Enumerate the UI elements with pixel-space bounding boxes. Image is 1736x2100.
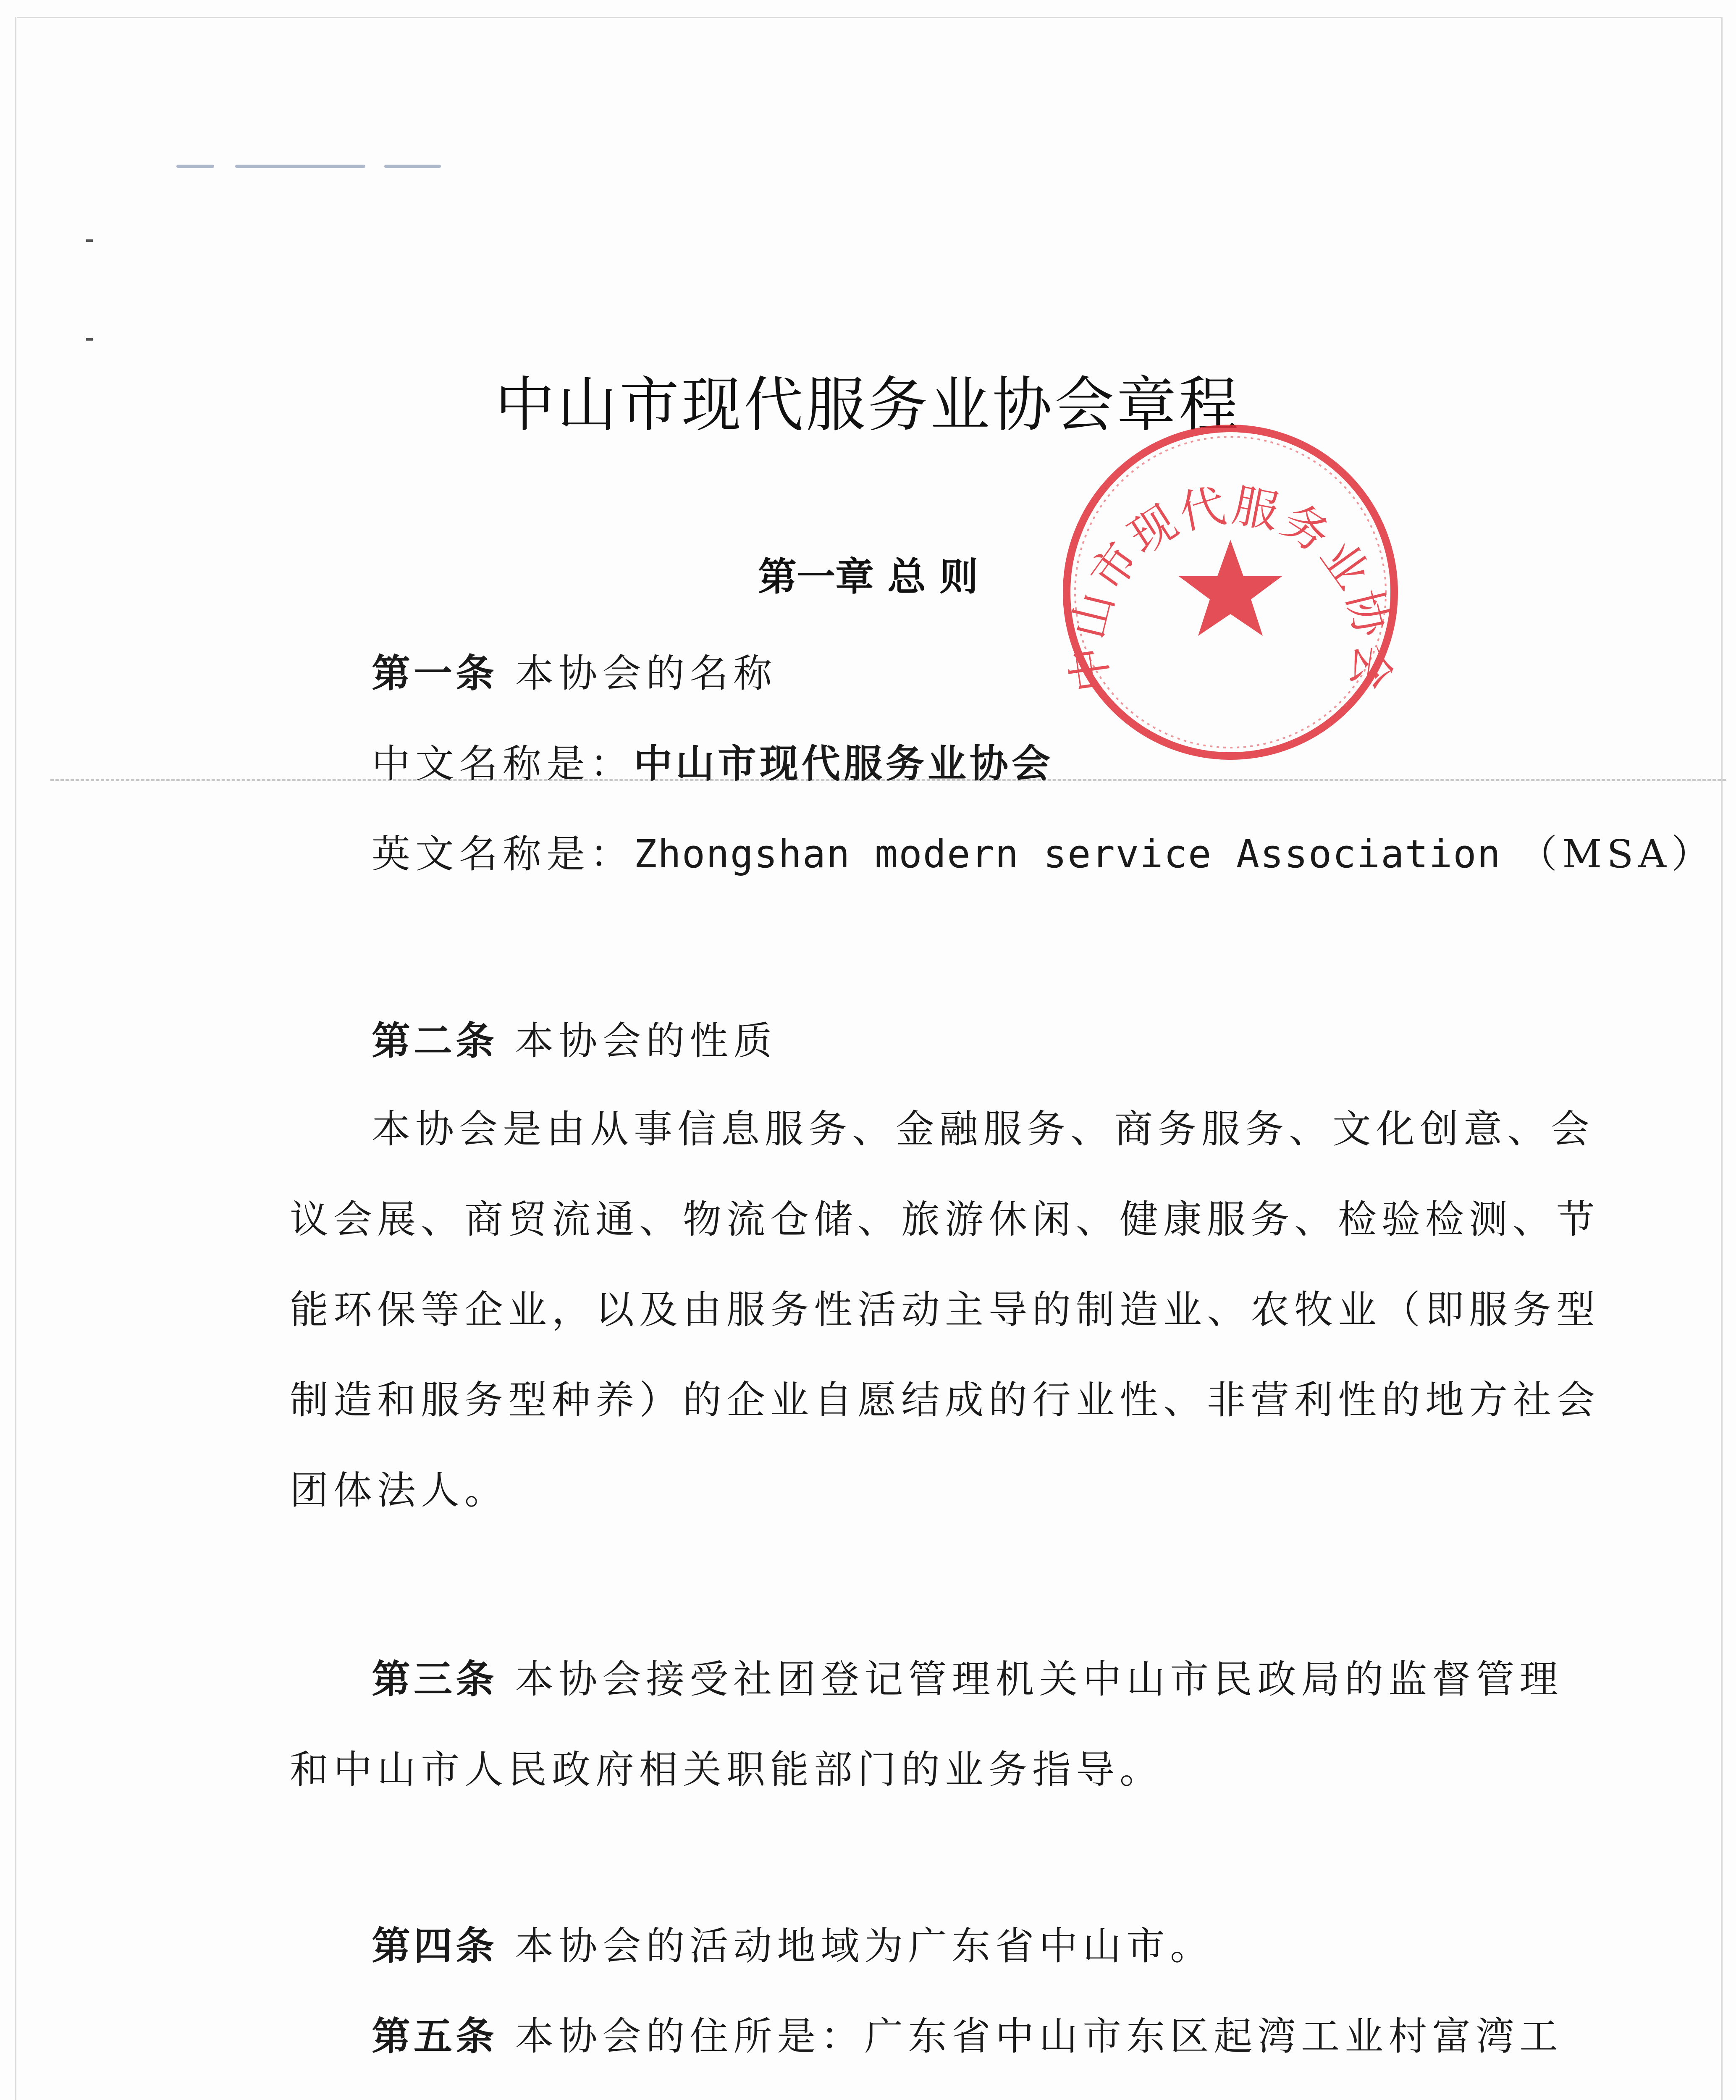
article-label: 第三条 (372, 1657, 498, 1702)
article-label: 第二条 (372, 1018, 498, 1063)
article-2-body-line: 能环保等企业，以及由服务性活动主导的制造业、农牧业（即服务型 (290, 1287, 1600, 1332)
article-text: 本协会的名称 (515, 651, 777, 696)
scan-mark (176, 165, 214, 168)
document-title: 中山市现代服务业协会章程 (495, 370, 1241, 440)
english-name-value: Zhongshan modern service Association (634, 832, 1502, 877)
left-scan-edge (15, 17, 16, 2100)
punch-mark (86, 239, 93, 242)
seal-star-icon (1179, 540, 1282, 636)
article-5-continuation (290, 2096, 1200, 2100)
article-4 (372, 1915, 1214, 1971)
english-name-abbr: （MSA） (1518, 832, 1715, 877)
article-text: 本协会接受社团登记管理机关中山市民政局的监督管理 (515, 1657, 1563, 1702)
chapter-heading: 第一章 总 则 (758, 554, 978, 599)
right-scan-edge (1721, 17, 1723, 2100)
article-3 (372, 1648, 1563, 1704)
article-2-body-line: 团体法人。 (290, 1468, 509, 1513)
article-5 (372, 2006, 1563, 2061)
scan-mark (235, 165, 365, 168)
association-seal (1058, 420, 1403, 764)
punch-mark (86, 338, 93, 341)
article-text: 本协会的性质 (515, 1018, 777, 1063)
chinese-name-prefix: 中文名称是： (372, 741, 634, 786)
scan-mark (384, 165, 441, 168)
article-2-body-line: 议会展、商贸流通、物流仓储、旅游休闲、健康服务、检验检测、节 (290, 1197, 1600, 1242)
article-label: 第四条 (372, 1924, 498, 1969)
seal-text: 中山市现代服务业协会 (1061, 479, 1400, 696)
chinese-name-value: 中山市现代服务业协会 (634, 741, 1054, 786)
article-1 (372, 643, 777, 698)
article-2 (372, 1010, 777, 1066)
article-3-continuation: 和中山市人民政府相关职能部门的业务指导。 (290, 1747, 1164, 1792)
english-name-line (372, 823, 1715, 879)
article-2-body-line: 制造和服务型种养）的企业自愿结成的行业性、非营利性的地方社会 (290, 1378, 1600, 1423)
chinese-name-line (372, 733, 1054, 788)
article-text: 本协会的活动地域为广东省中山市。 (515, 1924, 1214, 1969)
article-2-body-line: 本协会是由从事信息服务、金融服务、商务服务、文化创意、会 (372, 1107, 1595, 1152)
english-name-prefix: 英文名称是： (372, 832, 634, 877)
top-scan-edge (17, 17, 1722, 18)
article-text: 本协会的住所是：广东省中山市东区起湾工业村富湾工 (515, 2014, 1563, 2059)
article-label: 第五条 (372, 2014, 498, 2059)
article-label: 第一条 (372, 651, 498, 696)
